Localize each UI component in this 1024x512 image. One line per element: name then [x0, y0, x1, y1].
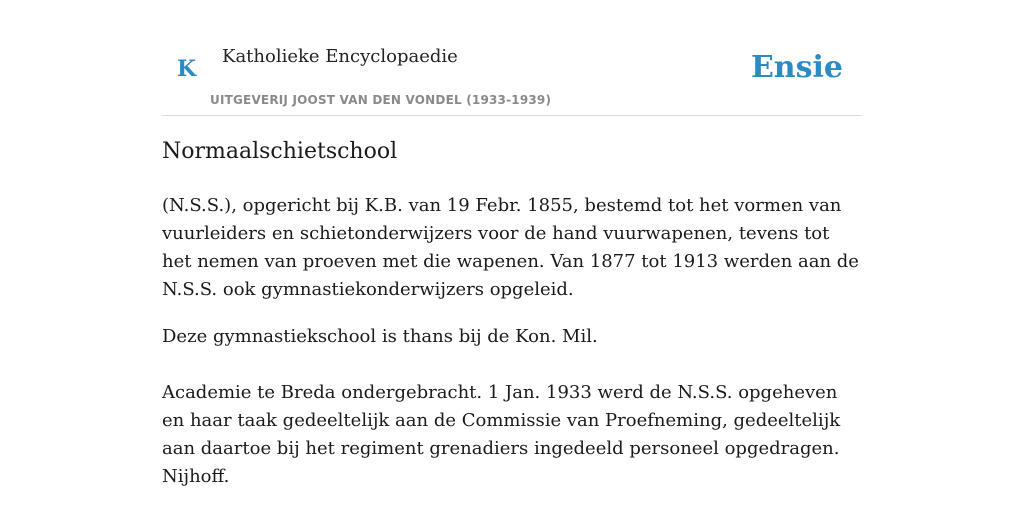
site-header: [162, 36, 862, 116]
ensie-brand-link[interactable]: Ensie: [750, 50, 843, 85]
encyclopedia-logo[interactable]: K: [177, 56, 197, 82]
encyclopedia-title-link[interactable]: Katholieke Encyclopaedie: [222, 46, 458, 67]
publisher-subtitle: UITGEVERIJ JOOST VAN DEN VONDEL (1933-1939): [210, 93, 552, 107]
article-title: Normaalschietschool: [162, 139, 398, 164]
article-paragraph-3: Academie te Breda ondergebracht. 1 Jan. 1933 werd de N.S.S. opgeheven en haar taak gedeeltelijk aan de Commissie van Proefneming, gedeeltelijk aan daartoe bij het regiment grenadiers ingedeeld personeel opgedragen. Nijhoff.: [162, 382, 841, 487]
article-paragraph-2: Deze gymnastiekschool is thans bij de Kon. Mil.: [162, 326, 598, 347]
article-paragraph-1: (N.S.S.), opgericht bij K.B. van 19 Febr. 1855, bestemd tot het vormen van vuurleiders en schietonderwijzers voor de hand vuurwapenen, tevens tot het nemen van proeven met die wapenen. Van 1877 tot 1913 werden aan de N.S.S. ook gymnastiekonderwijzers opgeleid.: [162, 195, 859, 300]
